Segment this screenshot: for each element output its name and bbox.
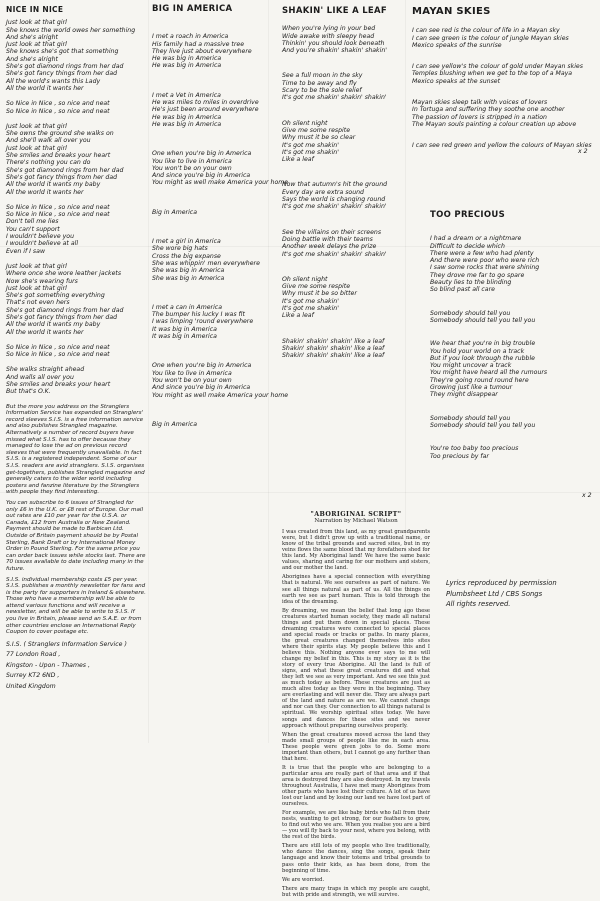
lyric-line: So Nice in Nice , so nice and neat [6,100,110,108]
lyric-line: And since you're big in America [152,384,251,392]
lyric-line: Another week delays the prize [282,243,377,251]
lyric-line: All the world it wants my baby [6,181,101,189]
essay-paragraph: For example, we are like baby birds who fall from their nests, wanting to get strong, for our feathers to grow, to find out who we are. When you realise you are a bird — you will fly back to your nest, where you belong, with the rest of the birds. [282,810,430,841]
lyric-line: Just look at that girl [6,262,67,270]
lyric-line: I can see yellow's the colour of gold under Mayan skies [412,63,583,71]
repeat-mark: x 2 [578,148,588,155]
lyric-line: So Nice in Nice , so nice and neat [6,351,110,359]
verse [412,99,590,128]
verse [430,415,590,430]
text-line: S.I.S. ( Stranglers Information Service ) [6,640,127,648]
lyric-line: And there were poor who were rich [430,257,540,265]
verse [282,181,410,210]
lyric-line: Time to be away and fly [282,79,357,87]
verse [412,27,590,49]
verse [152,33,270,69]
verse [152,150,289,187]
lyric-line: Where once she wore leather jackets [6,270,122,278]
verse-list [430,225,590,460]
verse [6,263,146,336]
text-line: 77 London Road , [6,651,61,659]
essay-title: "ABORIGINAL SCRIPT" [310,511,402,518]
lyric-line: Why must it be so bitter [282,290,357,298]
verse [282,25,410,54]
lyric-line: She smiles and breaks your heart [6,152,111,160]
lyric-line: The Mayan souls painting a colour creation up above [412,120,577,128]
song-title: TOO PRECIOUS [430,210,506,220]
lyric-line: The bumper his lucky I was fit [152,311,245,319]
lyric-line: Like a leaf [282,156,314,164]
lyric-line: Give me some respite [282,126,351,134]
verse [430,235,590,293]
verse [6,123,146,196]
fold-crease-vertical [148,0,149,743]
info-paragraph: S.I.S. individual membership costs £5 per year. S.I.S. publishes a monthly newsletter for fans and is the party for supporters in Ireland & elsewhere. Those who have a membership will be able to attend various functions and will receive a newsletter, and will be able to write to S.I.S. If you live in Britain, please send an S.A.E. or from other countries enclose an International Reply Coupon to cover postage etc. [6,576,146,636]
info-paragraph: But the more you address on the Stranglers Information Service has expanded on Stranglers' record sleeves S.I.S. is a free information service and also publishes Strangled magazine. Alternatively a number of record buyers have missed what S.I.S. has to offer because they managed to lose the ad on previous record sleeves that were frequently unavailable. In fact S.I.S. is a registered independent. Some of our S.I.S. readers are avid stranglers. S.I.S. organises get-togethers, publishes Strangled magazine and generally caters to the wider world including posters and fanzine literature by the Stranglers with people they find interesting. [6,403,145,496]
lyric-line: One when you're big in America [152,362,252,370]
lyric-line: In Tortuga and suffering they soothe one another [412,106,565,114]
verse [282,229,410,258]
song-title: NICE IN NICE [6,5,64,14]
song-title: SHAKIN' LIKE A LEAF [282,6,388,16]
essay-paragraph: There are still lots of my people who live traditionally, who dance the dances, sing the songs, speak their language and know their totems and tribal grounds to pass onto their kids, as has been done, from the beginning of time. [282,843,430,874]
lyric-line: Shakin' shakin' shakin' like a leaf [282,352,385,360]
lyric-line: It's got me shakin' [282,148,339,156]
lyric-line: I can see red is the colour of life in a Mayan sky [412,27,560,35]
lyric-line: She was whippin' men everywhere [152,259,260,267]
lyric-line: Even if I saw [6,247,45,255]
lyrics-too-precious [430,212,590,476]
lyric-line: She's got diamond rings from her dad [6,306,124,314]
lyric-line: Growing just like a tumour [430,384,513,392]
lyric-line: She's got fancy things from her dad [6,70,118,78]
verse [152,92,270,128]
info-text [6,404,146,636]
essay-paragraph: When the great creatures moved across the land they made small groups of people like me in each area. These people were given jobs to do. Some more important than others, but I cannot go any further than that here. [282,731,430,762]
lyric-line: He was miles to miles in overdrive [152,99,259,107]
lyric-line: Big in America [152,420,197,428]
lyric-line: They live just about everywhere [152,47,252,55]
lyric-line: His family had a massive tree [152,40,244,48]
lyric-line: That's not even hers [6,299,70,307]
lyric-line: See a full moon in the sky [282,72,363,80]
lyrics-big-in-america [152,4,289,450]
lyric-line: Mexico speaks of the sunrise [412,41,502,49]
lyric-line: Mayan skies sleep talk with voices of lovers [412,99,548,107]
lyric-line: The passion of lovers is stripped in a nation [412,113,547,121]
lyric-line: You might have heard all the rumours [430,369,548,377]
verse-list [6,19,146,395]
lyric-line: Now she's wearing furs [6,277,78,285]
text-line: Surrey KT2 6ND , [6,672,60,680]
lyric-line: Why must it be so clear [282,134,356,142]
text-line: Kingston - Upon - Thames , [6,661,90,669]
lyric-line: I wouldn't believe at all [6,240,79,248]
lyric-line: It's got me shakin' [282,305,339,313]
lyric-line: I met a girl in America [152,238,221,246]
lyric-line: Big in America [152,208,197,216]
lyric-line: All the world it wants my baby [6,321,101,329]
lyric-line: I met a can in America [152,303,222,311]
lyric-line: So Nice in Nice , so nice and neat [6,343,110,351]
lyric-line: And she's alright [6,33,58,41]
lyric-line: All the world it wants her [6,328,84,336]
verse [430,340,590,398]
lyric-line: You might as well make America your home [152,179,289,187]
verse [412,142,590,149]
lyric-line: And since you're big in America [152,172,251,180]
lyric-line: Somebody should tell you [430,309,511,317]
lyric-line: She smiles and breaks your heart [6,381,111,389]
lyric-line: Scary to be the sole relief [282,87,362,95]
verse [152,362,289,399]
lyric-line: And she's alright [6,55,58,63]
lyric-line: Doing battle with their teams [282,235,373,243]
lyric-line: Somebody should tell you [430,414,511,422]
lyric-line: He was big in America [152,113,222,121]
lyric-line: She knows the world owes her something [6,26,136,34]
verse [412,63,590,85]
verse [282,276,410,320]
verse [282,338,410,360]
lyric-line: It was big in America [152,333,217,341]
lyric-line: She was big in America [152,274,225,282]
lyric-line: He was big in America [152,62,222,70]
lyric-line: Shakin' shakin' shakin' like a leaf [282,344,385,352]
lyric-line: All the world it wants her [6,84,84,92]
lyric-line: Don't tell me lies [6,218,59,226]
verse [6,100,146,115]
lyric-line: Just look at that girl [6,19,67,27]
lyric-line: It's got me shakin' [282,141,339,149]
lyric-line: You like to live in America [152,369,232,377]
lyric-line: So Nice in Nice , so nice and neat [6,211,110,219]
essay-byline: Narration by Michael Watson [314,518,398,525]
lyric-line: Says the world is changing round [282,196,386,204]
lyric-line: Like a leaf [282,312,314,320]
lyric-line: I wouldn't believe you [6,233,75,241]
info-paragraph: You can subscribe to 6 issues of Strangled for only £6 in the U.K. or £8 rest of Europe. Our mail out rates are £10 per year for the U.S.A. or Canada, £12 from Australia or New Zealand. Payment should be made to Barbican Ltd. Outside of Britain payment should be by Postal Sterling, Bank Draft or by International Money Order in Pound Sterling. For the same price you can order back issues while stocks last. There are 70 issues available to date including many in the future. [6,499,146,572]
lyric-line: She's got fancy things from her dad [6,173,118,181]
lyric-line: And you're shakin' shakin' shakin' [282,47,387,55]
lyric-line: One when you're big in America [152,150,252,158]
lyric-line: She's got diamond rings from her dad [6,166,124,174]
essay-paragraph: It is true that the people who are belonging to a particular area are really part of that area and if that area is destroyed they are also destroyed. In my travels throughout Australia, I have met many Aborigines from other parts who have lost their culture. A lot of us have lost our land and by losing our land we have lost part of ourselves. [282,764,430,808]
verse-list [282,21,410,359]
lyric-line: But if you look through the rubble [430,354,535,362]
lyric-line: You're too baby too precious [430,445,519,453]
lyric-line: Every day are extra sound [282,188,364,196]
lyric-line: You might uncover a track [430,362,512,370]
lyric-line: He was big in America [152,120,222,128]
text-line: United Kingdom [6,682,56,690]
lyric-line: Cross the big expanse [152,252,221,260]
text-line: All rights reserved. [446,600,511,608]
lyric-line: She was big in America [152,267,225,275]
lyrics-nice-in-nice [6,6,146,692]
verse [430,445,590,460]
lyric-line: She's got something everything [6,292,105,300]
lyric-line: They're going round round here [430,376,529,384]
lyric-line: They drove me far to go spare [430,271,525,279]
lyric-line: I can see green is the colour of jungle Mayan skies [412,34,569,42]
verse [6,19,146,92]
verse [6,204,146,255]
essay-body [282,529,430,898]
lyric-line: Now that autumn's hit the ground [282,181,388,189]
verse [6,344,146,359]
lyric-line: Just look at that girl [6,122,67,130]
verse [152,421,270,428]
lyric-line: And she'll walk all over you [6,137,91,145]
song-title: MAYAN SKIES [412,6,491,17]
verse [430,310,590,325]
lyric-line: She wore big hats [152,245,208,253]
lyric-line: You can't support [6,225,60,233]
verse [282,120,410,164]
lyric-line: It's got me shakin' shakin' shakin' [282,203,387,211]
lyric-line: It's got me shakin' shakin' shakin' [282,250,387,258]
lyric-line: Just look at that girl [6,144,67,152]
lyric-line: Oh silent night [282,119,328,127]
aboriginal-script-essay [282,512,430,901]
lyric-line: I met a roach in America [152,33,229,41]
text-line: Plumbsheet Ltd / CBS Songs [446,589,543,598]
lyric-line: Just look at that girl [6,284,67,292]
lyric-line: All the world's wants this Lady [6,77,101,85]
essay-paragraph: I was created from this land, as my great grandparents were, but I didn't grow up with a traditional name, or know of the tribal grounds and sacred sites, but in my veins flows the same blood that my forefathers shed for this land. My Aboriginal land! We have the same basic values, sharing and caring for our mothers and sisters, and our mother the land. [282,529,430,572]
lyric-line: I was limping 'round everywhere [152,318,254,326]
lyric-line: See the villains on their screens [282,228,382,236]
lyric-line: There's nothing you can do [6,159,91,167]
verse [282,72,410,101]
lyric-line: I met a Vet in America [152,91,221,99]
lyric-line: I can see red green and yellow the colours of Mayan skies [412,142,592,150]
lyric-line: Somebody should tell you tell you [430,421,536,429]
essay-paragraph: Aborigines have a special connection with everything that is natural. We see ourselves as part of nature. We see all things natural as part of us. All the things on earth we see as part human. This is told through the idea of the dreaming. [282,574,430,605]
lyric-line: Give me some respite [282,283,351,291]
lyric-line: She's got fancy things from her dad [6,313,118,321]
verse [152,209,270,216]
lyric-line: Oh silent night [282,275,328,283]
repeat-mark: x 2 [582,492,592,499]
lyric-line: You won't be on your own [152,164,232,172]
lyric-line: I had a dream or a nightmare [430,235,522,243]
lyric-line: You won't be on your own [152,376,232,384]
lyric-line: It's got me shakin' [282,297,339,305]
lyrics-shakin-like-a-leaf [282,8,410,378]
lyric-line: It's got me shakin' shakin' shakin' [282,94,387,102]
verse [152,238,270,282]
lyric-line: So Nice in Nice , so nice and neat [6,203,110,211]
lyric-line: You might as well make America your home [152,391,289,399]
lyric-line: He's just been around everywhere [152,106,259,114]
lyric-line: Somebody should tell you tell you [430,316,536,324]
lyric-line: There were a few who had plenty [430,249,534,257]
lyric-line: Beauty lies to the blinding [430,279,512,287]
lyric-line: So Nice in Nice , so nice and neat [6,107,110,115]
essay-paragraph: There are many traps in which my people are caught, but with pride and strength, we will survive. [282,885,430,898]
lyric-line: Mexico speaks at the sunset [412,77,501,85]
lyric-line: So blind past all care [430,286,495,294]
lyric-line: They might disappear [430,391,498,399]
verse-list [152,19,289,428]
lyric-line: She owns the ground she walks on [6,130,114,138]
lyric-line: Too precious by far [430,452,489,460]
postal-address [6,640,146,693]
lyric-line: All the world it wants her [6,188,84,196]
essay-paragraph: We are worried. [282,876,325,883]
lyric-line: She knows she's got that something [6,48,119,56]
lyric-line: And walls all over you [6,373,74,381]
lyric-line: But that's O.K. [6,388,51,396]
lyric-line: Shakin' shakin' shakin' like a leaf [282,337,385,345]
text-line: Lyrics reproduced by permission [446,579,557,587]
verse-list [412,21,590,149]
lyric-line: I saw some rocks that were shining [430,264,540,272]
verse [6,366,146,395]
verse [152,304,270,340]
essay-paragraph: By dreaming, we mean the belief that long ago these creatures started human society, they made all natural things and put them down in special places. These dreaming creatures were connected to special places and special roads or tracks or paths. In many places, the great creatures changed themselves into sites where their spirits stay. My people believe this and I believe this. Nothing anyone ever says to me will change my belief in this. This is my story as it is the story of every true Aborigine. All the land is full of signs, and what these great creatures did and what they left we see as very important. And we see this just as much today as before. These creatures are just as much alive today as they were in the beginning. They are everlasting and will never die. They are always part of the land and nature as are we. We cannot change and nor can they. Our connection to all things natural is spiritual. We worship spiritual sites today. We have songs and dances for these sites and we never approach without preparing ourselves properly. [282,607,430,729]
lyric-line: Difficult to decide which [430,242,505,250]
lyric-line: Just look at that girl [6,41,67,49]
lyrics-mayan-skies [412,8,590,164]
lyric-line: She walks straight ahead [6,366,85,374]
lyric-line: He was big in America [152,55,222,63]
permission-credits [446,578,596,610]
lyric-line: She's got diamond rings from her dad [6,63,124,71]
song-title: BIG IN AMERICA [152,4,233,14]
lyric-line: Thinkin' you should look beneath [282,39,385,47]
lyric-line: You hold your world on a track [430,347,525,355]
lyric-line: It was big in America [152,325,217,333]
lyric-line: Temples blushing when we get to the top of a Maya [412,70,573,78]
lyric-line: We hear that you're in big trouble [430,340,536,348]
lyric-line: When you're lying in your bed [282,25,376,33]
lyric-line: You like to live in America [152,157,232,165]
lyric-line: Wide awake with sleepy head [282,32,375,40]
